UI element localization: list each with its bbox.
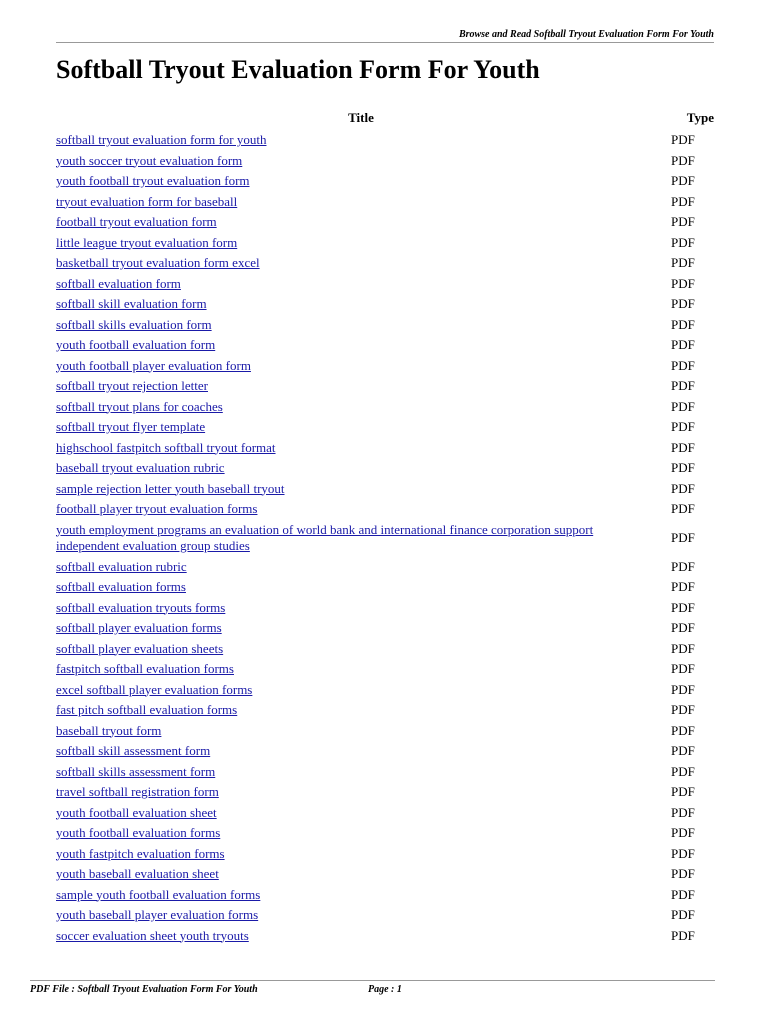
table-row <box>56 823 716 844</box>
row-title-cell <box>56 782 666 803</box>
table-row <box>56 618 716 639</box>
table-row <box>56 926 716 947</box>
row-title-cell <box>56 926 666 947</box>
table-row <box>56 803 716 824</box>
document-link[interactable]: travel softball registration form <box>56 784 219 799</box>
table-row <box>56 294 716 315</box>
file-type-label: PDF <box>671 784 695 799</box>
document-link[interactable]: sample rejection letter youth baseball tryout <box>56 480 285 496</box>
document-link[interactable]: softball skill evaluation form <box>56 296 207 311</box>
column-header-type: Type <box>686 110 714 125</box>
row-title-cell <box>56 598 666 619</box>
file-type-label: PDF <box>671 529 695 545</box>
file-type-label: PDF <box>671 480 695 496</box>
table-row <box>56 151 716 172</box>
document-link[interactable]: baseball tryout evaluation rubric <box>56 460 225 475</box>
row-title-cell <box>56 315 666 336</box>
file-type-label: PDF <box>671 234 695 250</box>
document-link[interactable]: youth baseball player evaluation forms <box>56 907 259 922</box>
table-body <box>56 130 716 946</box>
document-link[interactable]: softball evaluation form <box>56 275 181 291</box>
file-type-label: PDF <box>671 866 695 881</box>
file-type-label: PDF <box>671 620 695 635</box>
file-type-label: PDF <box>671 419 695 434</box>
row-title-cell <box>56 130 666 151</box>
document-link[interactable]: youth football evaluation sheet <box>56 804 217 820</box>
document-link[interactable]: softball player evaluation sheets <box>56 640 224 656</box>
table-row <box>56 130 716 151</box>
header-divider <box>56 42 714 43</box>
file-type-label: PDF <box>671 337 695 352</box>
document-link[interactable]: softball tryout flyer template <box>56 419 206 434</box>
row-title-cell <box>56 577 666 598</box>
row-title-cell <box>56 212 666 233</box>
row-title-cell <box>56 253 666 274</box>
document-link[interactable]: softball skills evaluation form <box>56 316 212 332</box>
row-title-cell <box>56 659 666 680</box>
document-link[interactable]: youth football evaluation forms <box>56 825 221 840</box>
row-title-cell <box>56 864 666 885</box>
document-link[interactable]: fast pitch softball evaluation forms <box>56 702 238 717</box>
row-title-cell <box>56 618 666 639</box>
document-link[interactable]: youth football evaluation form <box>56 337 216 352</box>
file-type-label: PDF <box>671 296 695 311</box>
document-link[interactable]: tryout evaluation form for baseball <box>56 193 238 209</box>
row-title-cell <box>56 700 666 721</box>
file-type-label: PDF <box>671 275 695 291</box>
file-type-label: PDF <box>671 702 695 717</box>
file-type-label: PDF <box>671 804 695 820</box>
table-row <box>56 417 716 438</box>
row-title-cell <box>56 680 666 701</box>
row-title-cell <box>56 885 666 906</box>
file-type-label: PDF <box>671 173 695 188</box>
row-title-cell <box>56 905 666 926</box>
footer-file-label: PDF File : Softball Tryout Evaluation Form For Youth <box>30 984 258 995</box>
document-link[interactable]: baseball tryout form <box>56 722 162 738</box>
row-title-cell <box>56 639 666 660</box>
row-title-cell <box>56 803 666 824</box>
table-row <box>56 376 716 397</box>
document-link[interactable]: youth fastpitch evaluation forms <box>56 845 225 861</box>
document-link[interactable]: soccer evaluation sheet youth tryouts <box>56 927 249 943</box>
column-header-title: Title <box>348 110 374 125</box>
file-type-label: PDF <box>671 681 695 697</box>
table-row <box>56 499 716 520</box>
row-title-cell <box>56 741 666 762</box>
document-link[interactable]: highschool fastpitch softball tryout format <box>56 439 276 455</box>
table-row <box>56 397 716 418</box>
row-title-cell <box>56 762 666 783</box>
document-link[interactable]: softball evaluation rubric <box>56 558 187 574</box>
file-type-label: PDF <box>671 255 695 270</box>
page-title: Softball Tryout Evaluation Form For Youth <box>56 55 540 84</box>
row-title-cell <box>56 356 666 377</box>
document-link[interactable]: youth football tryout evaluation form <box>56 173 250 188</box>
file-type-label: PDF <box>671 132 695 147</box>
document-link[interactable]: youth football player evaluation form <box>56 357 251 373</box>
file-type-label: PDF <box>671 886 695 902</box>
row-title-cell <box>56 823 666 844</box>
table-row <box>56 192 716 213</box>
table-row <box>56 680 716 701</box>
file-type-label: PDF <box>671 579 695 594</box>
row-title-cell <box>56 721 666 742</box>
document-link[interactable]: softball tryout rejection letter <box>56 378 208 393</box>
document-link[interactable]: softball player evaluation forms <box>56 620 222 635</box>
table-row <box>56 844 716 865</box>
table-row <box>56 212 716 233</box>
row-title-cell <box>56 499 666 520</box>
row-title-cell <box>56 376 666 397</box>
file-type-label: PDF <box>671 722 695 738</box>
row-title-cell <box>56 844 666 865</box>
row-title-cell <box>56 479 666 500</box>
row-title-cell <box>56 171 666 192</box>
table-row <box>56 335 716 356</box>
table-row <box>56 721 716 742</box>
table-row <box>56 598 716 619</box>
file-type-label: PDF <box>671 907 695 922</box>
file-type-label: PDF <box>671 763 695 779</box>
table-row <box>56 274 716 295</box>
row-title-cell <box>56 397 666 418</box>
row-title-cell <box>56 274 666 295</box>
document-link[interactable]: excel softball player evaluation forms <box>56 681 253 697</box>
file-type-label: PDF <box>671 825 695 840</box>
table-row <box>56 557 716 578</box>
file-type-label: PDF <box>671 558 695 574</box>
table-row <box>56 253 716 274</box>
table-row <box>56 577 716 598</box>
table-row <box>56 885 716 906</box>
table-row <box>56 458 716 479</box>
file-type-label: PDF <box>671 439 695 455</box>
document-link[interactable]: basketball tryout evaluation form excel <box>56 255 260 270</box>
document-link[interactable]: fastpitch softball evaluation forms <box>56 661 234 676</box>
file-type-label: PDF <box>671 460 695 475</box>
row-title-cell <box>56 233 666 254</box>
running-header: Browse and Read Softball Tryout Evaluation Form For Youth <box>458 29 714 40</box>
file-type-label: PDF <box>671 316 695 332</box>
row-title-cell <box>56 438 666 459</box>
file-type-label: PDF <box>671 599 695 615</box>
table-row <box>56 171 716 192</box>
table-row <box>56 639 716 660</box>
document-link[interactable]: softball tryout evaluation form for youth <box>56 132 267 147</box>
document-link[interactable]: softball evaluation tryouts forms <box>56 599 226 615</box>
footer-divider <box>30 980 715 981</box>
row-title-cell <box>56 151 666 172</box>
file-type-label: PDF <box>671 927 695 943</box>
row-title-cell <box>56 417 666 438</box>
document-link[interactable]: softball tryout plans for coaches <box>56 398 223 414</box>
file-type-label: PDF <box>671 845 695 861</box>
table-row <box>56 700 716 721</box>
document-link[interactable]: football player tryout evaluation forms <box>56 501 258 516</box>
file-type-label: PDF <box>671 214 695 229</box>
footer-page-number: Page : 1 <box>368 984 402 995</box>
row-title-cell <box>56 520 666 557</box>
file-type-label: PDF <box>671 152 695 168</box>
row-title-cell <box>56 192 666 213</box>
document-list-table <box>56 110 716 946</box>
table-row <box>56 905 716 926</box>
document-link[interactable]: softball skill assessment form <box>56 743 211 758</box>
table-row <box>56 782 716 803</box>
table-row <box>56 315 716 336</box>
file-type-label: PDF <box>671 743 695 758</box>
row-title-cell <box>56 335 666 356</box>
document-link[interactable]: football tryout evaluation form <box>56 214 217 229</box>
row-title-cell <box>56 294 666 315</box>
row-title-cell <box>56 458 666 479</box>
table-row <box>56 741 716 762</box>
table-row <box>56 356 716 377</box>
document-link[interactable]: youth employment programs an evaluation of world bank and international finance corporation support independent evaluation group studies <box>56 521 594 553</box>
table-row <box>56 520 716 557</box>
file-type-label: PDF <box>671 357 695 373</box>
table-row <box>56 864 716 885</box>
document-link[interactable]: sample youth football evaluation forms <box>56 886 261 902</box>
file-type-label: PDF <box>671 398 695 414</box>
document-link[interactable]: youth soccer tryout evaluation form <box>56 152 243 168</box>
table-header-row <box>56 110 716 130</box>
table-row <box>56 233 716 254</box>
document-link[interactable]: softball skills assessment form <box>56 763 216 779</box>
file-type-label: PDF <box>671 501 695 516</box>
document-link[interactable]: softball evaluation forms <box>56 579 186 594</box>
table-row <box>56 762 716 783</box>
row-title-cell <box>56 557 666 578</box>
table-row <box>56 659 716 680</box>
file-type-label: PDF <box>671 193 695 209</box>
document-link[interactable]: little league tryout evaluation form <box>56 234 238 250</box>
table-row <box>56 479 716 500</box>
file-type-label: PDF <box>671 378 695 393</box>
document-link[interactable]: youth baseball evaluation sheet <box>56 866 219 881</box>
table-row <box>56 438 716 459</box>
file-type-label: PDF <box>671 661 695 676</box>
file-type-label: PDF <box>671 640 695 656</box>
